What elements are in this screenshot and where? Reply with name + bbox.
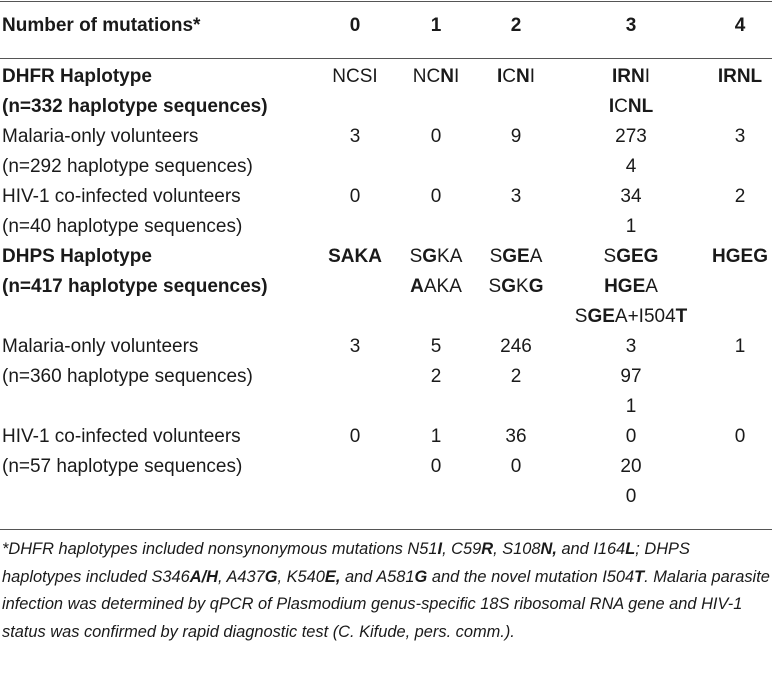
table-row [0, 452, 772, 482]
top-rule [0, 1, 772, 2]
table-cell [314, 482, 396, 512]
row-label: (n=417 haplotype sequences) [2, 276, 268, 297]
table-cell [706, 212, 772, 242]
table-cell: 0 [349, 426, 361, 447]
table-row [0, 392, 772, 422]
table-cell: 0 [625, 486, 637, 507]
table-cell: SAKA [328, 246, 382, 267]
table-cell [706, 452, 772, 482]
header-col-0: 0 [349, 15, 361, 36]
table-cell [476, 392, 556, 422]
table-cell [476, 302, 556, 332]
table-row [0, 92, 772, 122]
table-cell: SGEA+I504T [574, 306, 688, 327]
header-rule [0, 58, 772, 59]
table-cell [396, 482, 476, 512]
table-cell: 0 [430, 456, 442, 477]
row-label: (n=292 haplotype sequences) [2, 156, 253, 177]
table-cell: 3 [349, 126, 361, 147]
table-row [0, 362, 772, 392]
table-cell [706, 272, 772, 302]
table-cell: IRNL [717, 66, 763, 87]
row-label: (n=40 haplotype sequences) [2, 216, 243, 237]
row-label [0, 392, 314, 422]
table-cell: 2 [430, 366, 442, 387]
table-cell: IRNI [611, 66, 650, 87]
row-label: (n=57 haplotype sequences) [2, 456, 243, 477]
row-label [0, 482, 314, 512]
table-cell: 3 [625, 336, 637, 357]
table-cell: 9 [510, 126, 522, 147]
table-cell [396, 152, 476, 182]
table-row [0, 332, 772, 362]
table-cell: 2 [734, 186, 746, 207]
table-cell: ICNL [608, 96, 654, 117]
table-cell [706, 392, 772, 422]
row-label: DHPS Haplotype [2, 246, 152, 267]
table-cell [476, 212, 556, 242]
header-label: Number of mutations* [2, 15, 201, 36]
table-cell: SGKG [488, 276, 544, 297]
table-cell [396, 212, 476, 242]
table-row [0, 212, 772, 242]
table-row [0, 242, 772, 272]
table-cell: 1 [430, 426, 442, 447]
table-header [0, 11, 772, 41]
row-label: Malaria-only volunteers [2, 126, 199, 147]
table-cell [706, 482, 772, 512]
table-cell: 3 [510, 186, 522, 207]
table-cell: ICNI [496, 66, 536, 87]
table-row [0, 482, 772, 512]
table-cell [396, 392, 476, 422]
table-cell: SGEG [603, 246, 659, 267]
row-label: HIV-1 co-infected volunteers [2, 186, 241, 207]
table-cell: 5 [430, 336, 442, 357]
table-cell: 273 [615, 126, 647, 147]
table-cell: 0 [349, 186, 361, 207]
table-cell: 1 [625, 396, 637, 417]
table-cell [706, 152, 772, 182]
header-col-1: 1 [430, 15, 442, 36]
table-cell: 0 [510, 456, 522, 477]
table-cell: 246 [500, 336, 532, 357]
table-cell [314, 362, 396, 392]
table-cell [706, 302, 772, 332]
table-cell: 3 [349, 336, 361, 357]
row-label: (n=332 haplotype sequences) [2, 96, 268, 117]
table-cell [706, 92, 772, 122]
table-cell [314, 452, 396, 482]
table-cell [314, 272, 396, 302]
table-cell [476, 152, 556, 182]
header-row [0, 11, 772, 41]
table-cell: SGKA [409, 246, 463, 267]
table-cell: 3 [734, 126, 746, 147]
table-row [0, 182, 772, 212]
table-cell: 20 [620, 456, 642, 477]
table-cell: 0 [430, 186, 442, 207]
table-cell [706, 362, 772, 392]
table-cell: 4 [625, 156, 637, 177]
table-cell: 1 [625, 216, 637, 237]
row-label: DHFR Haplotype [2, 66, 152, 87]
table-row [0, 122, 772, 152]
table-cell [314, 152, 396, 182]
table-cell: 0 [625, 426, 637, 447]
header-col-3: 3 [625, 15, 637, 36]
table-cell: SGEA [489, 246, 543, 267]
table-cell: NCSI [332, 66, 378, 87]
header-col-4: 4 [734, 15, 746, 36]
table-cell: 97 [620, 366, 642, 387]
table-cell: 34 [620, 186, 642, 207]
bottom-rule [0, 529, 772, 530]
table-cell: 0 [430, 126, 442, 147]
table-row [0, 302, 772, 332]
table-cell [476, 92, 556, 122]
table-row [0, 272, 772, 302]
table-footnote: *DHFR haplotypes included nonsynonymous mutations N51I, C59R, S108N, and I164L; DHPS haplotypes included S346A/H, A437G, K540E, and A581G and the novel mutation I504T. Malaria parasite infection was determined by qPCR of Plasmodium genus-specific 18S ribosomal RNA gene and HIV-1 status was confirmed by rapid diagnostic test (C. Kifude, pers. comm.). [2, 540, 770, 641]
table-cell: AAKA [410, 276, 462, 297]
row-label: Malaria-only volunteers [2, 336, 199, 357]
row-label [0, 302, 314, 332]
table-cell [314, 392, 396, 422]
header-col-2: 2 [510, 15, 522, 36]
table-cell: NCNI [412, 66, 460, 87]
table-cell: 1 [734, 336, 746, 357]
table-row [0, 62, 772, 92]
table-cell: HGEG [712, 246, 768, 267]
table-cell: 36 [505, 426, 527, 447]
table-cell [314, 302, 396, 332]
table-cell: 2 [510, 366, 522, 387]
table-cell [476, 482, 556, 512]
row-label: HIV-1 co-infected volunteers [2, 426, 241, 447]
table-cell [314, 92, 396, 122]
table-cell [314, 212, 396, 242]
row-label: (n=360 haplotype sequences) [2, 366, 253, 387]
table-row [0, 152, 772, 182]
table-cell: HGEA [604, 276, 658, 297]
table-row [0, 422, 772, 452]
table-cell: 0 [734, 426, 746, 447]
table-cell [396, 302, 476, 332]
table-cell [396, 92, 476, 122]
table-body [0, 62, 772, 512]
